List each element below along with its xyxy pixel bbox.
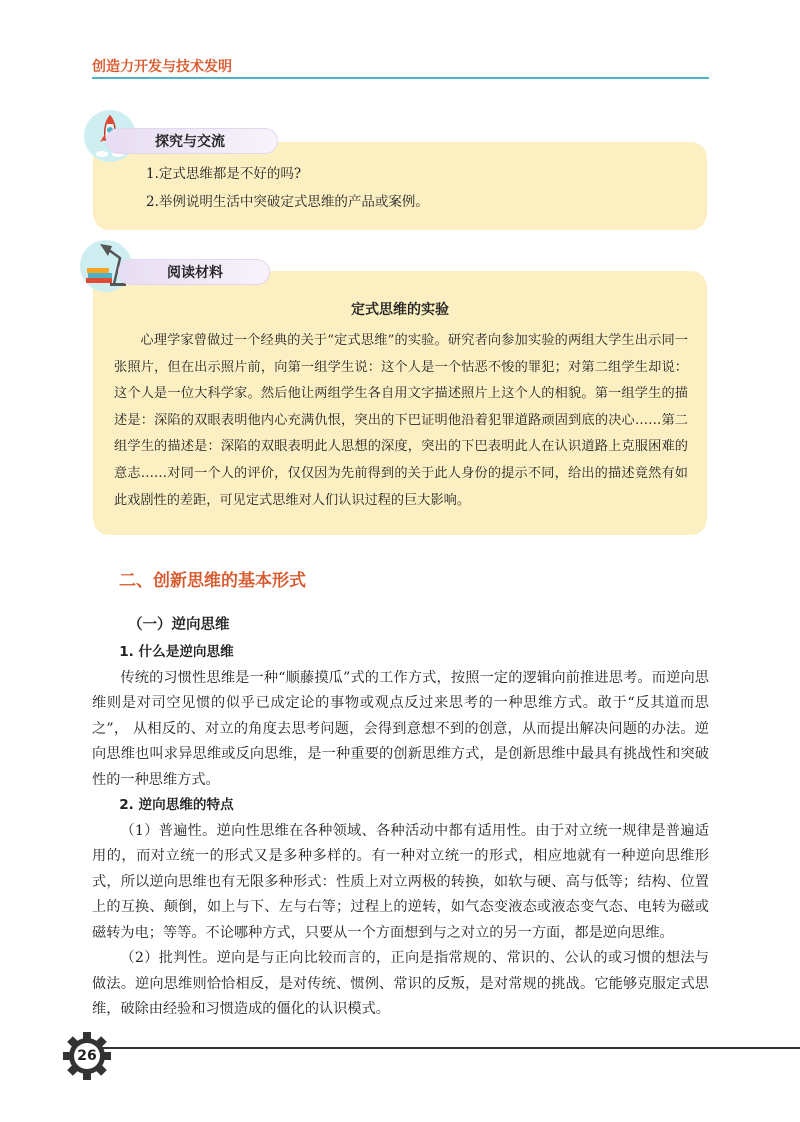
header-rule	[92, 77, 709, 79]
subsection-heading: （一）逆向思维	[128, 617, 230, 633]
paragraph: （2）批判性。逆向是与正向比较而言的，正向是指常规的、常识的、公认的或习惯的想法与做法。逆向思维则恰恰相反，是对传统、惯例、常识的反叛，是对常规的挑战。它能够克服定式思维，破除由经验和习惯造成的僵化的认识模式。	[92, 950, 709, 1017]
point-heading: 2. 逆向思维的特点	[119, 797, 234, 813]
footer-rule	[100, 1047, 800, 1049]
question-item: 2.举例说明生活中突破定式思维的产品或案例。	[146, 194, 429, 210]
reading-title: 定式思维的实验	[351, 302, 449, 318]
question-item: 1.定式思维都是不好的吗?	[146, 166, 302, 182]
reading-body: 心理学家曾做过一个经典的关于“定式思维”的实验。研究者向参加实验的两组大学生出示同一张照片，但在出示照片前，向第一组学生说：这个人是一个怙恶不悛的罪犯；对第二组学生却说：这个人是一位大科学家。然后他让两组学生各自用文字描述照片上这个人的相貌。第一组学生的描述是：深陷的双眼表明他内心充满仇恨，突出的下巴证明他沿着犯罪道路顽固到底的决心……第二组学生的描述是：深陷的双眼表明此人思想的深度，突出的下巴表明此人在认识道路上克服困难的意志……对同一个人的评价，仅仅因为先前得到的关于此人身份的提示不同，给出的描述竟然有如此戏剧性的差距，可见定式思维对人们认识过程的巨大影响。	[114, 333, 688, 508]
section-heading: 二、创新思维的基本形式	[119, 571, 306, 591]
question-list	[146, 160, 429, 216]
paragraph: 传统的习惯性思维是一种“顺藤摸瓜”式的工作方式，按照一定的逻辑向前推进思考。而逆向思维则是对司空见惯的似乎已成定论的事物或观点反过来思考的一种思维方式。敢于“反其道而思之”， 从相反的、对立的角度去思考问题，会得到意想不到的创意，从而提出解决问题的办法。逆向思维也叫求异思维或反向思维，是一种重要的创新思维方式，是创新思维中最具有挑战性和突破性的一种思维方式。	[92, 669, 709, 788]
main-text	[92, 640, 709, 1023]
reading-tag: 阅读材料	[118, 259, 270, 285]
page-number: 26	[77, 1048, 97, 1064]
point-heading: 1. 什么是逆向思维	[119, 644, 234, 660]
running-header-title: 创造力开发与技术发明	[92, 59, 232, 75]
paragraph: （1）普遍性。逆向性思维在各种领域、各种活动中都有适用性。由于对立统一规律是普遍适用的，而对立统一的形式又是多种多样的。有一种对立统一的形式，相应地就有一种逆向思维形式，所以逆向思维也有无限多种形式：性质上对立两极的转换，如软与硬、高与低等；结构、位置上的互换、颠倒，如上与下、左与右等；过程上的逆转，如气态变液态或液态变气态、电转为磁或磁转为电；等等。不论哪种方式，只要从一个方面想到与之对立的另一方面，都是逆向思维。	[92, 822, 709, 941]
explore-tag: 探究与交流	[106, 128, 278, 154]
